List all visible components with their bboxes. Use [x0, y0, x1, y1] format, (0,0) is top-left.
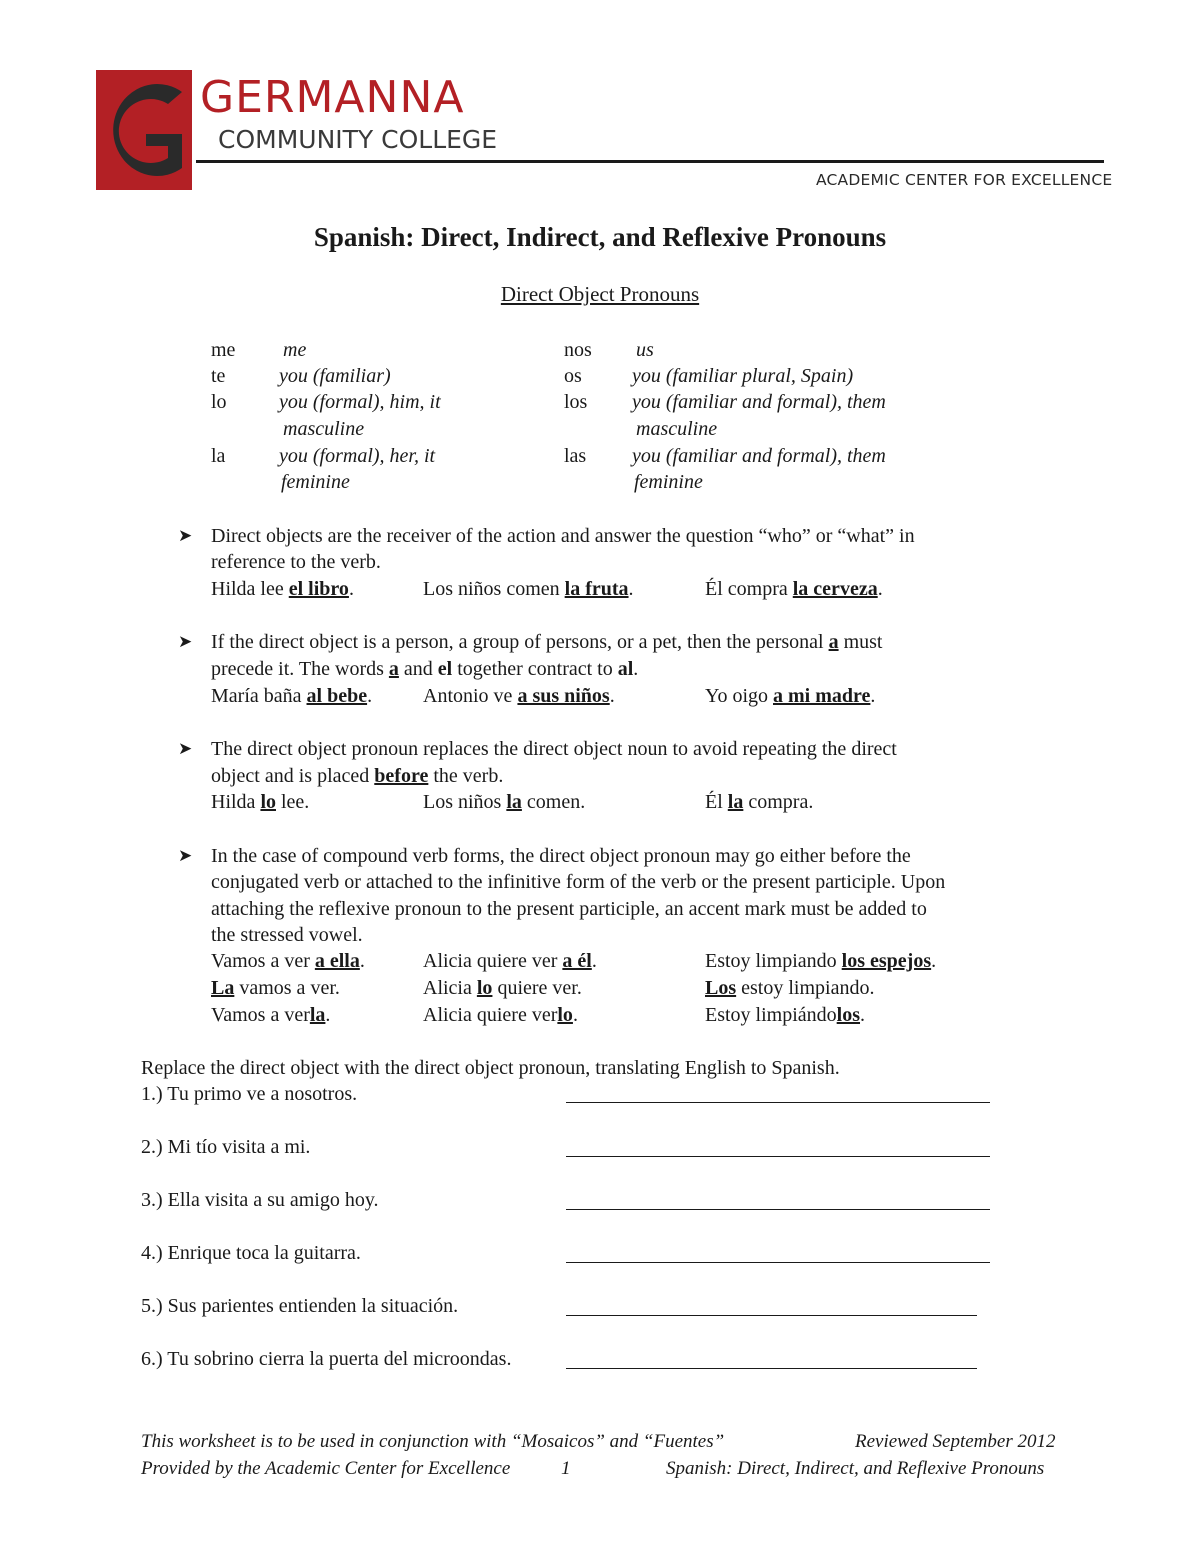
page-title: Spanish: Direct, Indirect, and Reflexive Pronouns	[313, 222, 887, 252]
pronoun-en: me	[283, 339, 307, 361]
pronoun-plural-es: las	[564, 445, 587, 467]
answer-line[interactable]	[566, 1368, 977, 1369]
exercise-item: 5.) Sus parientes entienden la situación.	[141, 1295, 459, 1317]
header-tagline: ACADEMIC CENTER FOR EXCELLENCE	[816, 171, 1113, 189]
pronoun-es: lo	[211, 391, 227, 413]
example-sentence: Yo oigo a mi madre.	[705, 685, 876, 707]
bullet-arrow-icon: ➤	[178, 846, 193, 866]
exercise-instruction: Replace the direct object with the direct object pronoun, translating English to Spanish.	[141, 1057, 840, 1079]
pronoun-en: you (formal), her, it	[279, 445, 436, 467]
bullet-text: the stressed vowel.	[211, 924, 363, 946]
page-number: 1	[561, 1458, 571, 1479]
pronoun-plural-es: los	[564, 391, 588, 413]
bullet-text: reference to the verb.	[211, 551, 381, 573]
bullet-text: precede it. The words a and el together contract to al.	[211, 658, 639, 680]
bullet-text: object and is placed before the verb.	[211, 765, 504, 787]
germanna-logo	[96, 70, 192, 190]
pronoun-plural-en: you (familiar plural, Spain)	[632, 365, 854, 387]
pronoun-plural-en: us	[636, 339, 654, 361]
germanna-g-logo-icon	[96, 70, 192, 190]
example-sentence: Alicia quiere ver a él.	[423, 950, 597, 972]
pronoun-es: la	[211, 445, 226, 467]
answer-line[interactable]	[566, 1315, 977, 1316]
bullet-text: attaching the reflexive pronoun to the present participle, an accent mark must be added to	[211, 898, 927, 920]
example-sentence: Vamos a verla.	[211, 1004, 331, 1026]
exercise-item: 1.) Tu primo ve a nosotros.	[141, 1083, 358, 1105]
example-sentence: Los niños la comen.	[423, 791, 586, 813]
pronoun-plural-es: os	[564, 365, 582, 387]
example-sentence: Vamos a ver a ella.	[211, 950, 365, 972]
example-sentence: Estoy limpiándolos.	[705, 1004, 866, 1026]
footer-note: This worksheet is to be used in conjunction with “Mosaicos” and “Fuentes”	[141, 1431, 725, 1452]
example-sentence: Los niños comen la fruta.	[423, 578, 634, 600]
example-sentence: Alicia lo quiere ver.	[423, 977, 582, 999]
pronoun-plural-en: you (familiar and formal), them	[632, 445, 886, 467]
example-sentence: Alicia quiere verlo.	[423, 1004, 578, 1026]
example-sentence: La vamos a ver.	[211, 977, 340, 999]
bullet-arrow-icon: ➤	[178, 526, 193, 546]
answer-line[interactable]	[566, 1262, 990, 1263]
bullet-text: In the case of compound verb forms, the direct object pronoun may go either before the	[211, 845, 911, 867]
example-sentence: Él la compra.	[705, 791, 814, 813]
bullet-arrow-icon: ➤	[178, 739, 193, 759]
answer-line[interactable]	[566, 1102, 990, 1103]
header-divider	[196, 160, 1104, 163]
example-sentence: Hilda lo lee.	[211, 791, 310, 813]
pronoun-en: you (formal), him, it	[279, 391, 441, 413]
pronoun-plural-gender: masculine	[636, 418, 718, 440]
pronoun-plural-gender: feminine	[634, 471, 703, 493]
example-sentence: María baña al bebe.	[211, 685, 373, 707]
pronoun-plural-en: you (familiar and formal), them	[632, 391, 886, 413]
footer-reviewed: Reviewed September 2012	[855, 1431, 1056, 1452]
brand-subname: COMMUNITY COLLEGE	[218, 125, 498, 154]
example-sentence: Antonio ve a sus niños.	[423, 685, 615, 707]
bullet-text: conjugated verb or attached to the infinitive form of the verb or the present participle. Upon	[211, 871, 946, 893]
bullet-text: The direct object pronoun replaces the direct object noun to avoid repeating the direct	[211, 738, 897, 760]
example-sentence: Los estoy limpiando.	[705, 977, 875, 999]
exercise-item: 3.) Ella visita a su amigo hoy.	[141, 1189, 379, 1211]
exercise-item: 6.) Tu sobrino cierra la puerta del microondas.	[141, 1348, 512, 1370]
exercise-item: 2.) Mi tío visita a mi.	[141, 1136, 311, 1158]
exercise-item: 4.) Enrique toca la guitarra.	[141, 1242, 361, 1264]
example-sentence: Él compra la cerveza.	[705, 578, 883, 600]
pronoun-es: te	[211, 365, 226, 387]
brand-name: GERMANNA	[200, 72, 465, 123]
pronoun-es: me	[211, 339, 236, 361]
footer-doc-title: Spanish: Direct, Indirect, and Reflexive Pronouns	[666, 1458, 1045, 1479]
footer-provider: Provided by the Academic Center for Excellence	[141, 1458, 511, 1479]
bullet-arrow-icon: ➤	[178, 632, 193, 652]
pronoun-en: you (familiar)	[279, 365, 391, 387]
answer-line[interactable]	[566, 1209, 990, 1210]
bullet-text: Direct objects are the receiver of the action and answer the question “who” or “what” in	[211, 525, 915, 547]
pronoun-plural-es: nos	[564, 339, 592, 361]
answer-line[interactable]	[566, 1156, 990, 1157]
pronoun-gender: feminine	[281, 471, 350, 493]
bullet-text: If the direct object is a person, a group of persons, or a pet, then the personal a must	[211, 631, 883, 653]
pronoun-gender: masculine	[283, 418, 365, 440]
example-sentence: Hilda lee el libro.	[211, 578, 354, 600]
section-heading: Direct Object Pronouns	[500, 282, 700, 306]
example-sentence: Estoy limpiando los espejos.	[705, 950, 937, 972]
